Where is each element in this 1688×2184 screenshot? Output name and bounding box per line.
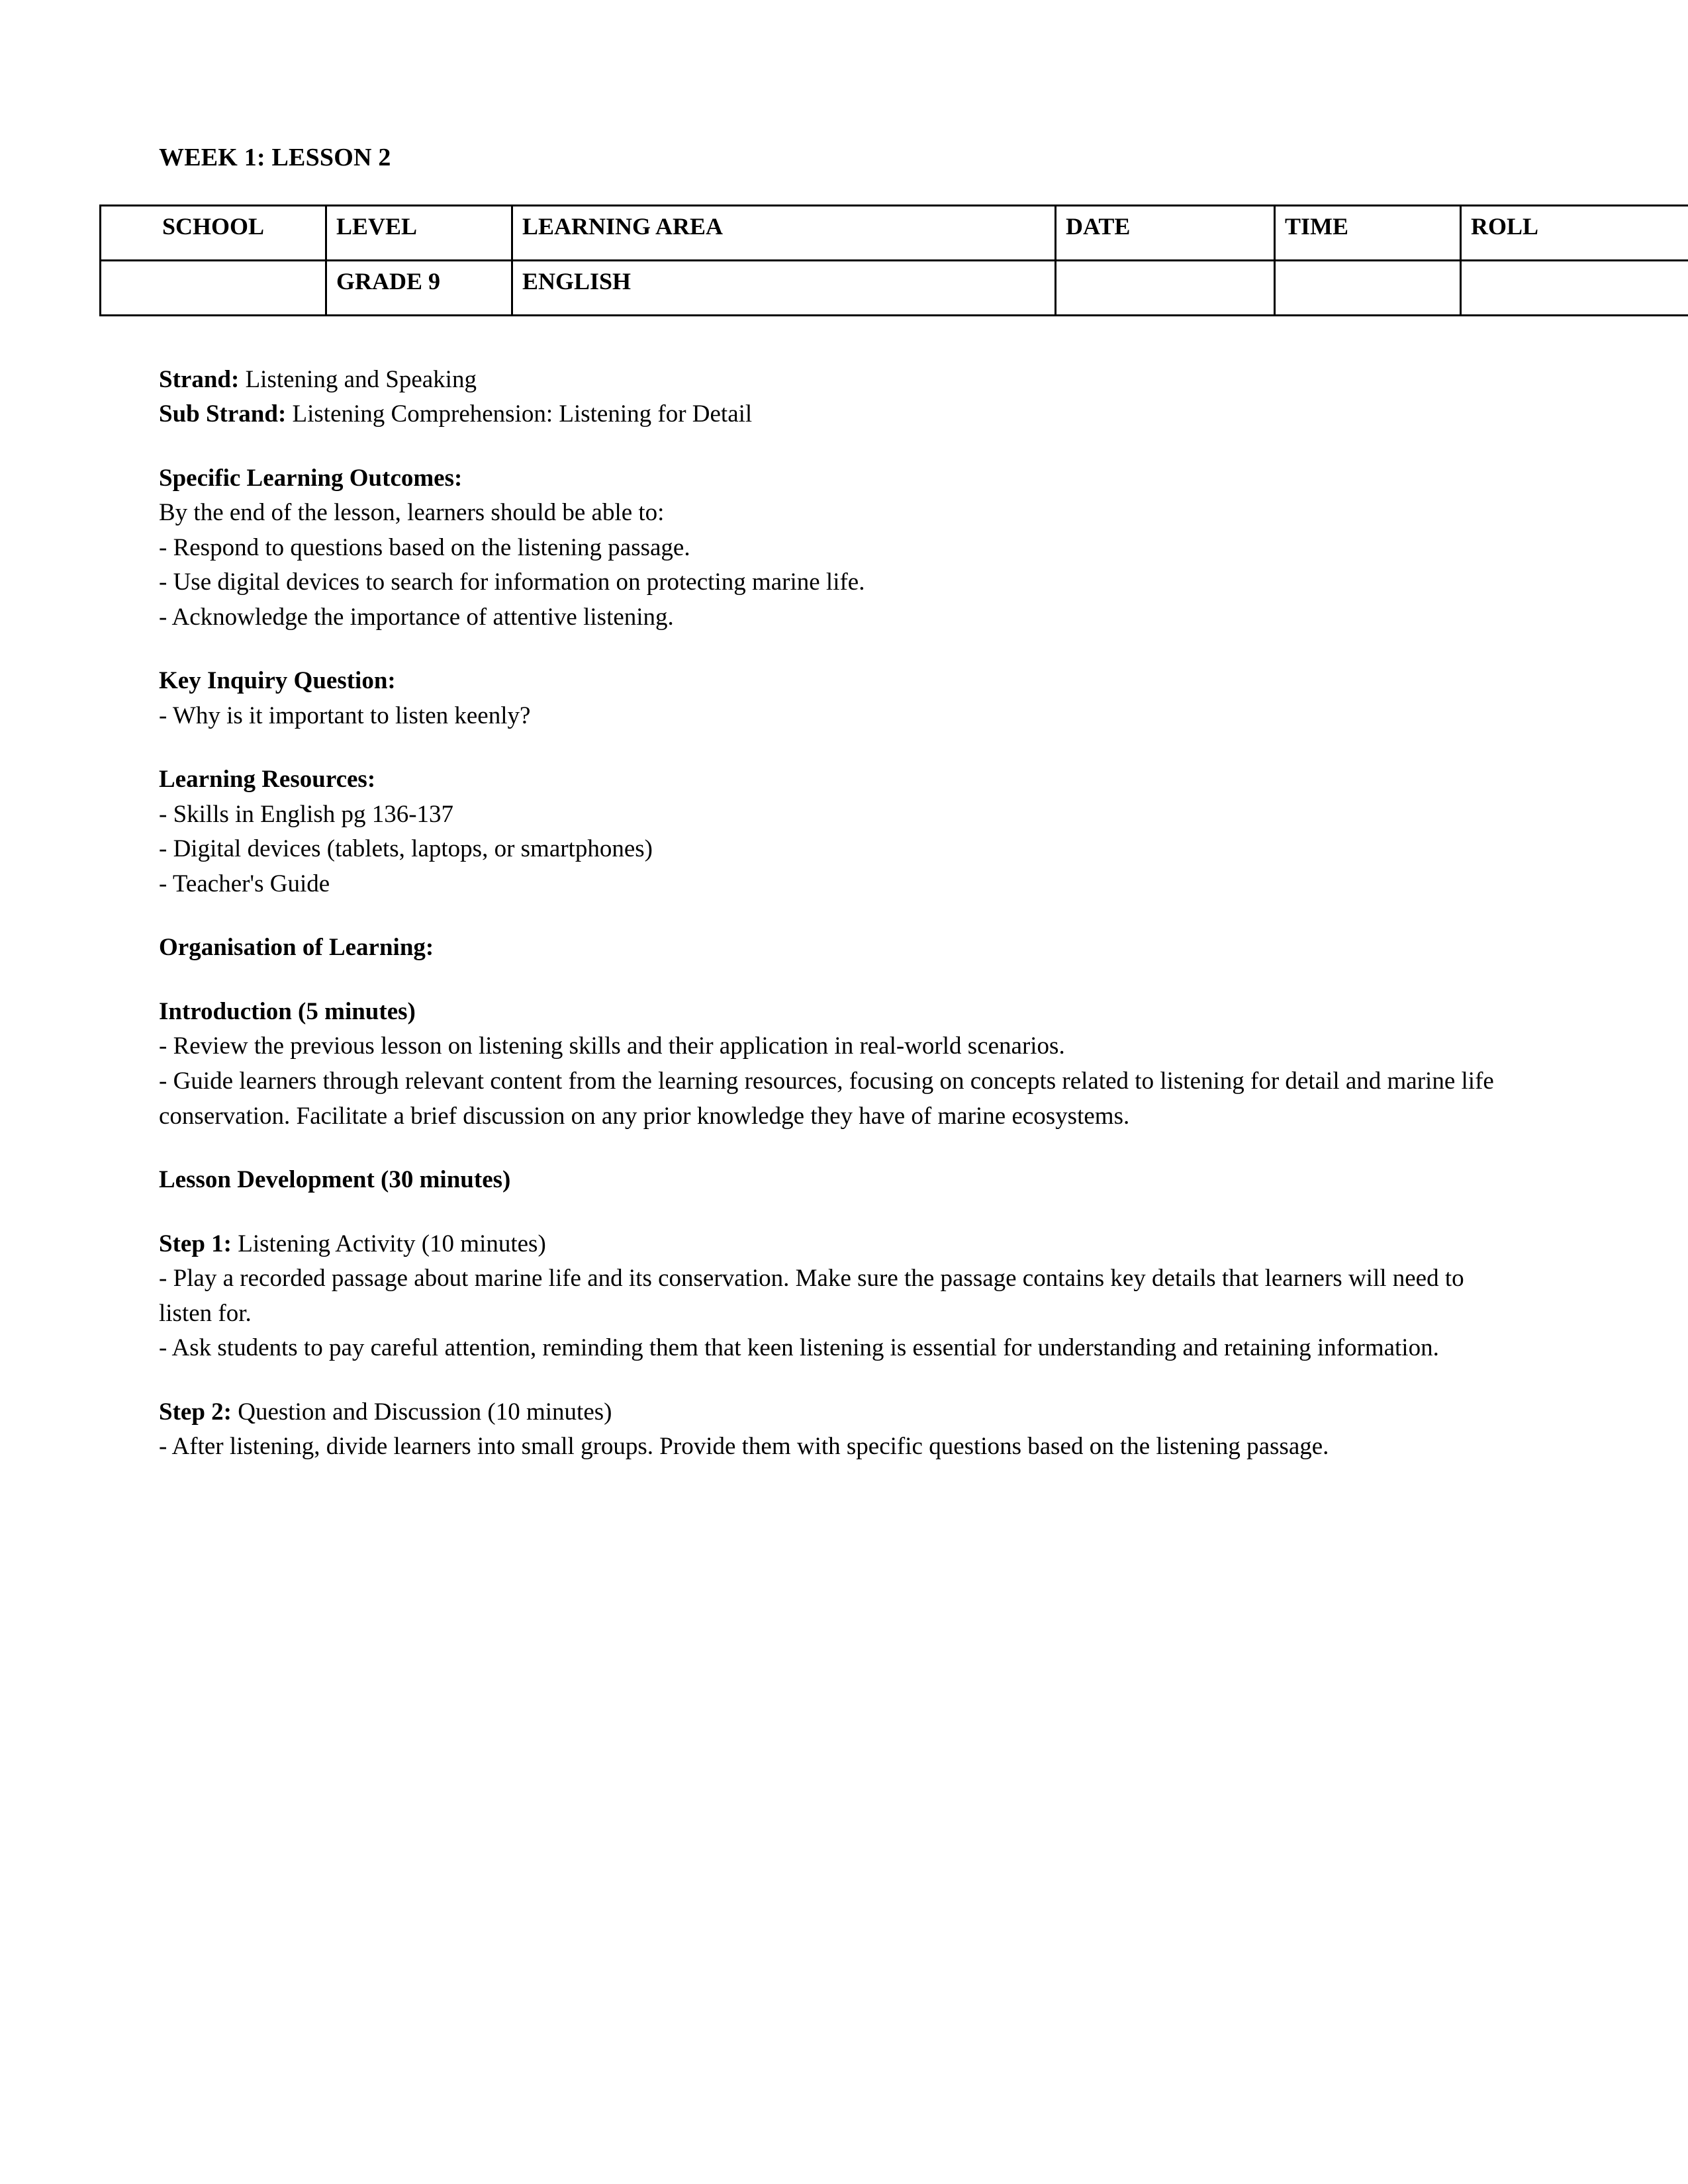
value-cell-school[interactable] [101,260,326,315]
strand-value: Listening and Speaking [239,365,477,393]
spacer [159,432,1516,461]
step-1-item: - Play a recorded passage about marine life and its conservation. Make sure the passage contains key details that learners will need to listen for. [159,1265,1464,1327]
key-inquiry-question-heading: Key Inquiry Question: [159,667,396,695]
specific-learning-outcome-item: - Use digital devices to search for information on protecting marine life. [159,569,865,596]
lesson-info-table-wrapper [99,205,1575,316]
introduction-heading: Introduction (5 minutes) [159,997,416,1025]
specific-learning-outcomes-intro: By the end of the lesson, learners should be able to: [159,499,665,527]
step-1-label: Step 1: [159,1230,232,1257]
spacer [159,733,1516,762]
sub-strand-label: Sub Strand: [159,400,287,428]
lesson-info-table [99,205,1688,316]
header-cell-roll: ROLL [1461,205,1688,260]
value-cell-date[interactable] [1056,260,1275,315]
header-cell-school: SCHOOL [101,205,326,260]
lesson-development-heading: Lesson Development (30 minutes) [159,1166,511,1194]
spacer [159,1134,1516,1163]
value-cell-time[interactable] [1275,260,1461,315]
header-cell-learning-area: LEARNING AREA [512,205,1056,260]
step-1-title: Listening Activity (10 minutes) [231,1230,546,1257]
introduction-item: - Review the previous lesson on listening skills and their application in real-world scenarios. [159,1032,1065,1060]
specific-learning-outcome-item: - Acknowledge the importance of attentive listening. [159,603,674,631]
step-2-label: Step 2: [159,1398,232,1426]
specific-learning-outcome-item: - Respond to questions based on the listening passage. [159,533,690,561]
lesson-body [159,363,1516,1465]
key-inquiry-question-item: - Why is it important to listen keenly? [159,702,531,729]
value-cell-learning-area[interactable]: ENGLISH [512,260,1056,315]
learning-resource-item: - Teacher's Guide [159,870,330,897]
specific-learning-outcomes-heading: Specific Learning Outcomes: [159,464,463,492]
spacer [159,966,1516,995]
sub-strand-value: Listening Comprehension: Listening for Detail [286,400,753,428]
step-1-title-line [159,1227,1516,1262]
introduction-item: - Guide learners through relevant content from the learning resources, focusing on concepts related to listening for detail and marine life conservation. Facilitate a brief discussion on any prior knowledge they have of marine ecosystems. [159,1068,1494,1130]
value-cell-level[interactable]: GRADE 9 [326,260,512,315]
step-2-title-line [159,1395,1516,1430]
spacer [159,901,1516,931]
strand-label: Strand: [159,365,240,393]
step-2-title: Question and Discussion (10 minutes) [231,1398,612,1426]
learning-resources-heading: Learning Resources: [159,766,376,794]
spacer [159,635,1516,664]
strand-line [159,363,1516,398]
value-cell-roll[interactable] [1461,260,1688,315]
table-value-row [101,260,1688,315]
spacer [159,1366,1516,1395]
header-cell-level: LEVEL [326,205,512,260]
header-cell-date: DATE [1056,205,1275,260]
step-1-item: - Ask students to pay careful attention, reminding them that keen listening is essential for understanding and retaining information. [159,1334,1439,1362]
step-2-item: - After listening, divide learners into small groups. Provide them with specific questions based on the listening passage. [159,1433,1329,1461]
spacer [159,1198,1516,1227]
sub-strand-line [159,397,1516,432]
header-cell-time: TIME [1275,205,1461,260]
table-header-row [101,205,1688,260]
page-title: WEEK 1: LESSON 2 [159,144,391,171]
learning-resource-item: - Skills in English pg 136-137 [159,800,454,828]
organisation-of-learning-heading: Organisation of Learning: [159,934,434,962]
learning-resource-item: - Digital devices (tablets, laptops, or smartphones) [159,835,653,863]
